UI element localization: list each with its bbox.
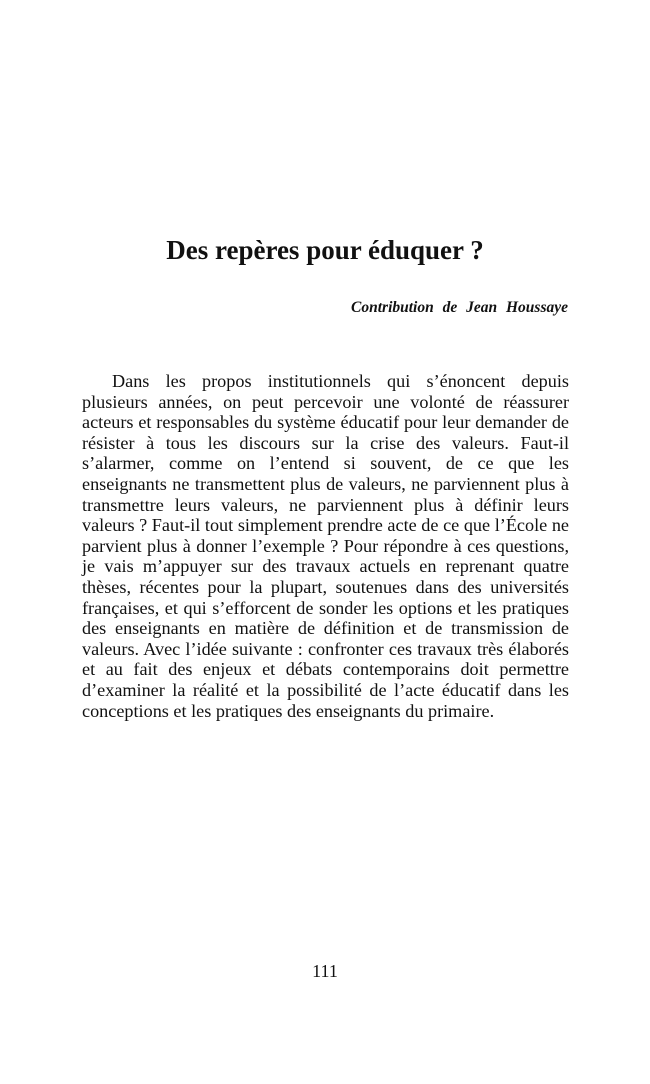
page-title: Des repères pour éduquer ? [166,235,484,266]
author-byline: Contribution de Jean Houssaye [351,299,568,316]
page-number: 111 [312,961,338,981]
body-paragraph: Dans les propos institutionnels qui s’énoncent depuis plusieurs années, on peut percevoir une volonté de réassurer acteurs et responsables du système éducatif pour leur demander de résister à tous les discours sur la crise des valeurs. Faut-il s’alarmer, comme on l’entend si souvent, de ce que les enseignants ne transmettent plus de valeurs, ne parviennent plus à transmettre leurs valeurs, ne parviennent plus à définir leurs valeurs ? Faut-il tout simplement prendre acte de ce que l’École ne parvient plus à donner l’exemple ? Pour répondre à ces questions, je vais m’appuyer sur des travaux actuels en reprenant quatre thèses, récentes pour la plupart, soutenues dans des universités françaises, et qui s’efforcent de sonder les options et les pratiques des enseignants en matière de définition et de transmission de valeurs. Avec l’idée suivante : confronter ces travaux très élaborés et au fait des enjeux et débats contemporains doit permettre d’examiner la réalité et la possibilité de l’acte éducatif dans les conceptions et les pratiques des enseignants du primaire. [82,371,569,721]
